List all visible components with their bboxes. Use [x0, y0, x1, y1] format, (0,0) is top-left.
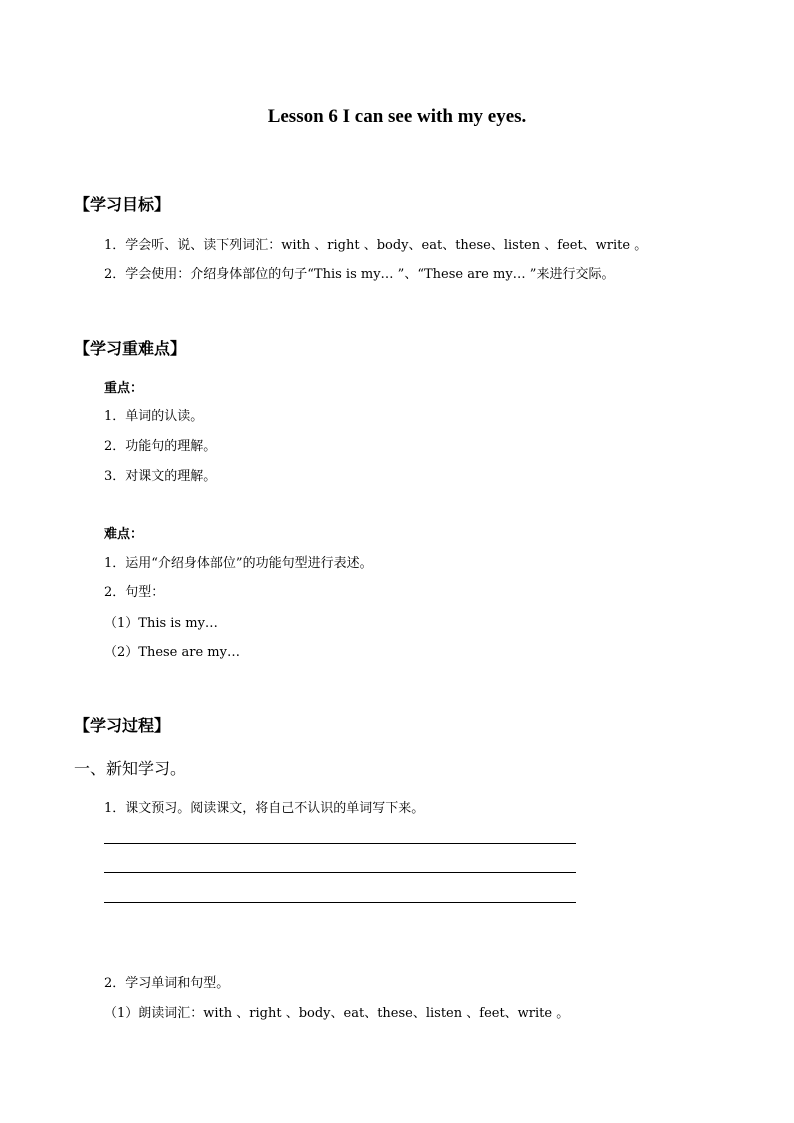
answer-line[interactable] [104, 902, 576, 903]
answer-line[interactable] [104, 843, 576, 844]
focus-item: 2．功能句的理解。 [104, 439, 217, 454]
step2-text: 2．学习单词和句型。 [104, 976, 230, 991]
objective-item: 2．学会使用：介绍身体部位的句子“This is my… ”、“These are my… ”来进行交际。 [104, 267, 615, 282]
difficulty-item: 2．句型： [104, 585, 165, 600]
difficulty-item: （2）These are my… [104, 645, 240, 660]
process-heading: 【学习过程】 [74, 716, 171, 735]
key-points-heading: 【学习重难点】 [74, 339, 187, 358]
difficulty-label: 难点： [104, 527, 144, 542]
lesson-title: Lesson 6 I can see with my eyes. [267, 106, 527, 127]
focus-label: 重点： [104, 381, 144, 396]
section-title: 一、新知学习。 [74, 759, 187, 778]
answer-line[interactable] [104, 872, 576, 873]
step2-sub-text: （1）朗读词汇：with 、right 、body、eat、these、listen 、feet、write 。 [104, 1006, 570, 1021]
difficulty-item: （1）This is my… [104, 616, 218, 631]
objective-item: 1．学会听、说、读下列词汇：with 、right 、body、eat、these、listen 、feet、write 。 [104, 238, 648, 253]
difficulty-item: 1．运用“介绍身体部位”的功能句型进行表述。 [104, 556, 373, 571]
step1-text: 1．课文预习。阅读课文，将自己不认识的单词写下来。 [104, 801, 425, 816]
focus-item: 3．对课文的理解。 [104, 469, 217, 484]
objectives-heading: 【学习目标】 [74, 195, 171, 214]
focus-item: 1．单词的认读。 [104, 409, 204, 424]
